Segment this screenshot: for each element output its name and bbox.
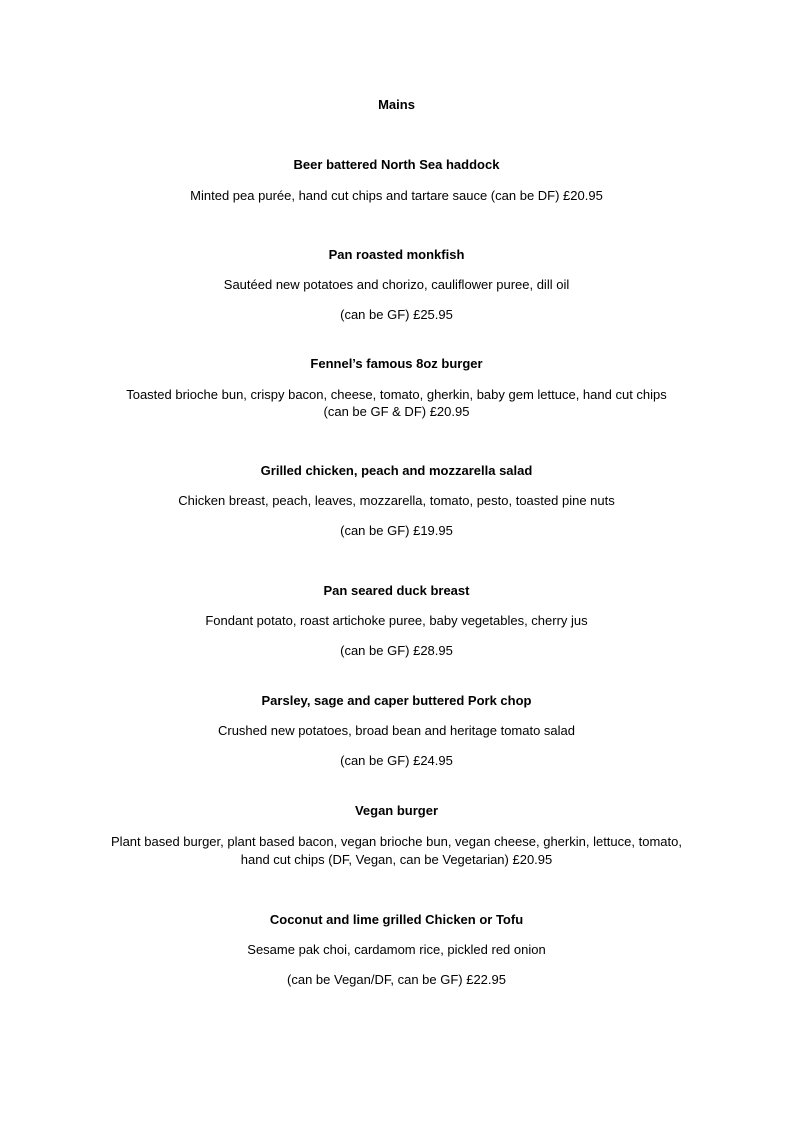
dish-description-pork-chop: Crushed new potatoes, broad bean and heritage tomato salad [217,723,576,738]
dish-price-burger: (can be GF & DF) £20.95 [323,404,470,419]
dish-price-duck: (can be GF) £28.95 [340,643,453,658]
dish-name-burger: Fennel’s famous 8oz burger [310,356,483,371]
dish-description-burger: Toasted brioche bun, crispy bacon, cheese, tomato, gherkin, baby gem lettuce, hand cut chips [126,387,667,402]
dish-description-coconut-lime: Sesame pak choi, cardamom rice, pickled red onion [247,942,546,957]
dish-name-vegan-burger: Vegan burger [354,803,439,818]
dish-description-vegan-burger: Plant based burger, plant based bacon, vegan brioche bun, vegan cheese, gherkin, lettuce, tomato, [111,834,682,849]
dish-name-monkfish: Pan roasted monkfish [328,247,465,262]
dish-name-haddock: Beer battered North Sea haddock [293,157,500,172]
dish-description-monkfish: Sautéed new potatoes and chorizo, cauliflower puree, dill oil [223,277,570,292]
section-title: Mains [378,97,415,112]
dish-description-haddock: Minted pea purée, hand cut chips and tartare sauce (can be DF) £20.95 [190,188,603,203]
dish-name-duck: Pan seared duck breast [323,583,470,598]
dish-price-coconut-lime: (can be Vegan/DF, can be GF) £22.95 [287,972,506,987]
dish-name-chicken-salad: Grilled chicken, peach and mozzarella salad [260,463,533,478]
dish-price-pork-chop: (can be GF) £24.95 [340,753,453,768]
dish-description-duck: Fondant potato, roast artichoke puree, baby vegetables, cherry jus [205,613,588,628]
dish-price-chicken-salad: (can be GF) £19.95 [340,523,453,538]
dish-price-vegan-burger: hand cut chips (DF, Vegan, can be Vegetarian) £20.95 [240,852,553,867]
dish-description-chicken-salad: Chicken breast, peach, leaves, mozzarella, tomato, pesto, toasted pine nuts [178,493,615,508]
dish-price-monkfish: (can be GF) £25.95 [340,307,453,322]
dish-name-coconut-lime: Coconut and lime grilled Chicken or Tofu [269,912,524,927]
dish-name-pork-chop: Parsley, sage and caper buttered Pork chop [261,693,532,708]
